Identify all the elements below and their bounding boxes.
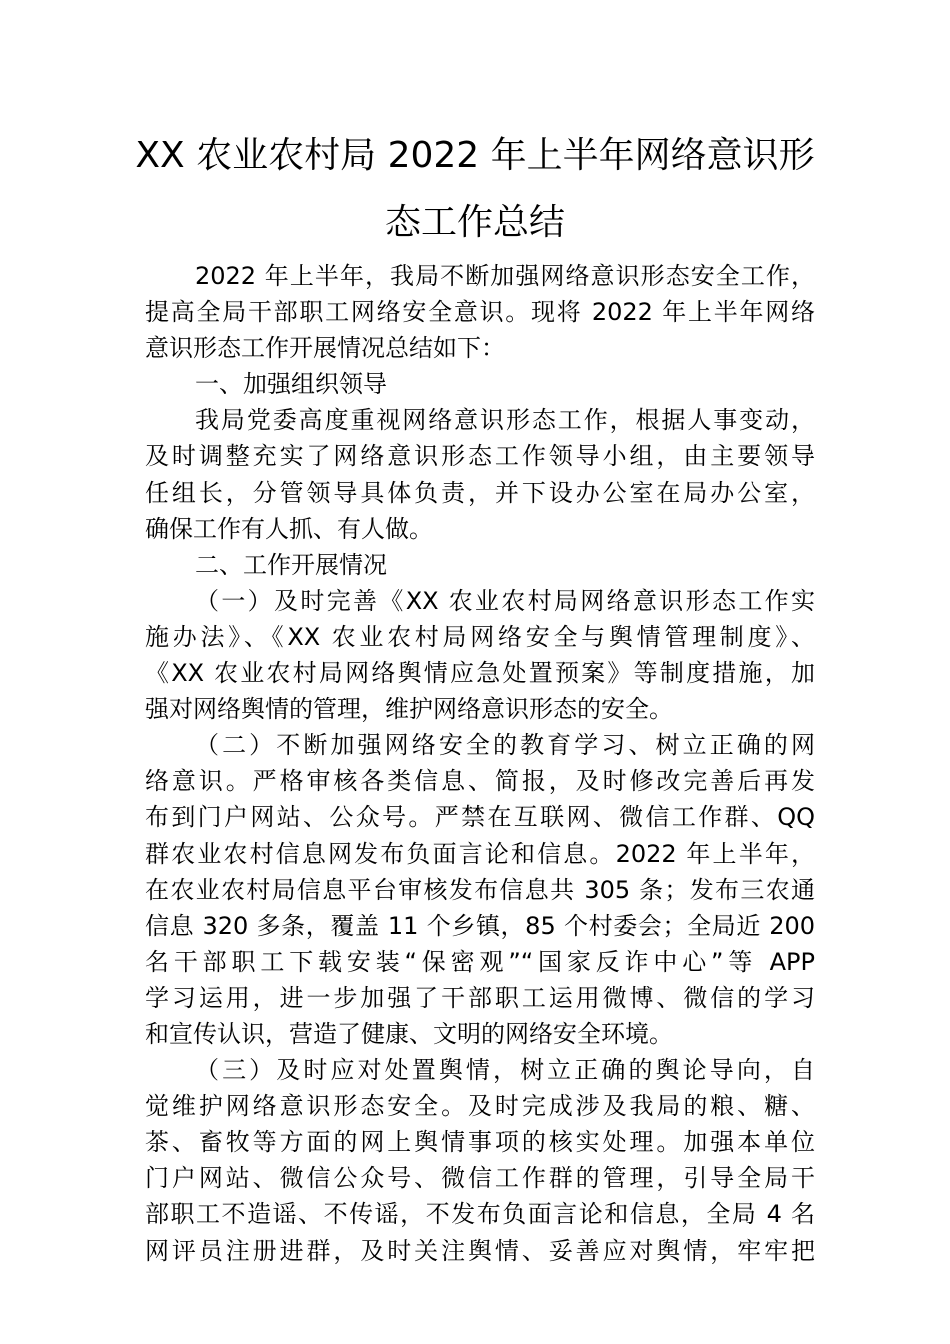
- section-heading-1: 一、加强组织领导: [195, 370, 387, 399]
- paragraph-line: 布到门户网站、公众号。严禁在互联网、微信工作群、QQ: [145, 803, 815, 832]
- paragraph-line: 施办法》、《XX 农业农村局网络安全与舆情管理制度》、: [145, 622, 815, 651]
- item-1-paragraph: [145, 583, 815, 727]
- paragraph-line: 意识形态工作开展情况总结如下：: [145, 334, 505, 363]
- paragraph-line: （二）不断加强网络安全的教育学习、树立正确的网: [195, 731, 815, 760]
- paragraph-line: 部职工不造谣、不传谣，不发布负面言论和信息，全局 4 名: [145, 1200, 815, 1229]
- paragraph-line: 在农业农村局信息平台审核发布信息共 305 条；发布三农通: [145, 875, 815, 904]
- paragraph-line: 《XX 农业农村局网络舆情应急处置预案》等制度措施，加: [145, 659, 815, 688]
- section-heading-2: 二、工作开展情况: [195, 550, 387, 579]
- paragraph-line: 任组长，分管领导具体负责，并下设办公室在局办公室，: [145, 478, 815, 507]
- paragraph-line: 2022 年上半年，我局不断加强网络意识形态安全工作，: [195, 262, 815, 290]
- paragraph-line: 门户网站、微信公众号、微信工作群的管理，引导全局干: [145, 1164, 815, 1193]
- paragraph-line: 确保工作有人抓、有人做。: [145, 514, 433, 543]
- paragraph-line: 我局党委高度重视网络意识形态工作，根据人事变动，: [195, 406, 815, 435]
- item-2-paragraph: [145, 727, 815, 1052]
- document-body: [145, 258, 815, 1269]
- paragraph-line: 及时调整充实了网络意识形态工作领导小组，由主要领导: [145, 442, 815, 471]
- paragraph-line: 和宣传认识，营造了健康、文明的网络安全环境。: [145, 1019, 673, 1048]
- paragraph-line: （三）及时应对处置舆情，树立正确的舆论导向，自: [195, 1056, 815, 1085]
- paragraph-line: （一）及时完善《XX 农业农村局网络意识形态工作实: [195, 586, 815, 615]
- item-3-paragraph: [145, 1052, 815, 1269]
- paragraph-line: 网评员注册进群，及时关注舆情、妥善应对舆情，牢牢把: [145, 1236, 815, 1265]
- paragraph-line: 信息 320 多条，覆盖 11 个乡镇，85 个村委会；全局近 200: [145, 911, 815, 940]
- paragraph-line: 名干部职工下载安装“保密观”“国家反诈中心”等 APP: [145, 947, 815, 976]
- intro-paragraph: [145, 258, 815, 366]
- paragraph-line: 学习运用，进一步加强了干部职工运用微博、微信的学习: [145, 983, 815, 1012]
- paragraph-line: 强对网络舆情的管理，维护网络意识形态的安全。: [145, 695, 673, 724]
- paragraph-line: 觉维护网络意识形态安全。及时完成涉及我局的粮、糖、: [145, 1092, 815, 1121]
- paragraph-line: 群农业农村信息网发布负面言论和信息。2022 年上半年，: [145, 839, 815, 868]
- section-1-paragraph: [145, 402, 815, 546]
- paragraph-line: 茶、畜牧等方面的网上舆情事项的核实处理。加强本单位: [145, 1128, 815, 1157]
- paragraph-line: 络意识。严格审核各类信息、简报，及时修改完善后再发: [145, 767, 815, 796]
- paragraph-line: 提高全局干部职工网络安全意识。现将 2022 年上半年网络: [145, 298, 815, 327]
- document-title-line-2: 态工作总结: [384, 202, 565, 243]
- document-title-line-1: XX 农业农村局 2022 年上半年网络意识形: [135, 135, 815, 176]
